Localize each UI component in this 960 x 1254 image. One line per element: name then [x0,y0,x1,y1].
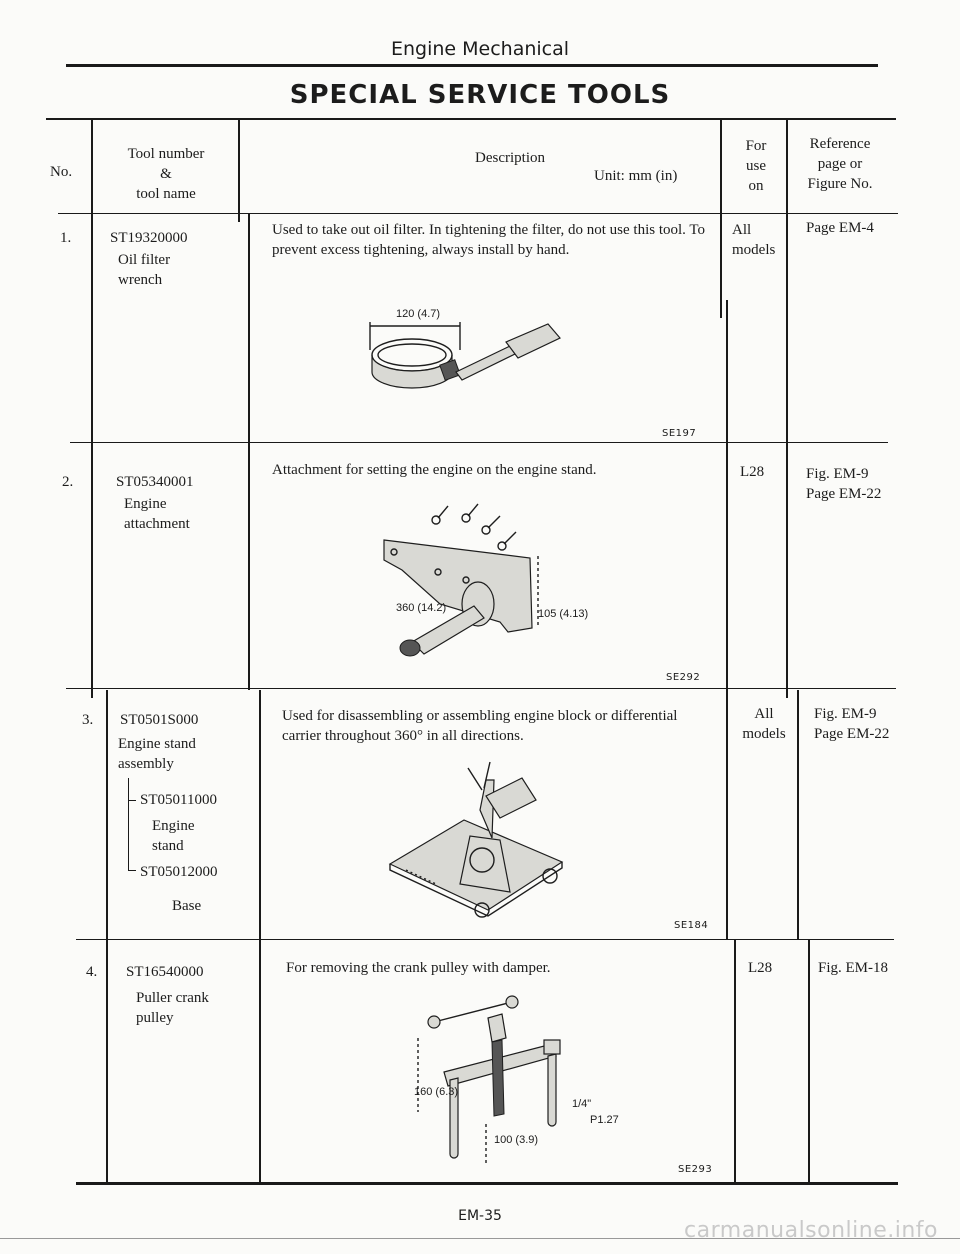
dimension-label: 1/4" [572,1098,592,1110]
tool-description: Used for disassembling or assembling engine block or differential carrier throughout 360° in all directions. [282,708,678,744]
figure-code: SE184 [674,920,709,931]
tool-description: Used to take out oil filter. In tightening the filter, do not use this tool. To prevent excess tightening, always install by hand. [272,222,706,258]
figure-code: SE292 [666,672,701,683]
sub-tool-number: ST05012000 [140,864,218,880]
for-use: All models [742,706,786,742]
col-header-no: No. [50,164,73,180]
col-header-unit: Unit: mm (in) [594,168,678,184]
reference: Fig. EM-18 [818,960,889,976]
for-use: L28 [748,960,773,976]
col-header-tool: Tool number & tool name [127,146,205,202]
page-number: EM-35 [458,1208,502,1224]
col-header-description: Description [475,150,545,166]
sub-tool-name: Engine stand [152,818,195,854]
sub-tool-name: Base [172,898,202,914]
tool-name: Engine attachment [124,496,190,532]
tool-description: For removing the crank pulley with damper. [286,960,551,976]
crank-pulley-puller-icon [404,994,604,1174]
dimension-label: 105 (4.13) [538,608,589,620]
engine-stand-icon [386,760,586,930]
row-no: 3. [82,712,94,728]
reference: Fig. EM-9 Page EM-22 [814,706,890,742]
row-no: 4. [86,964,98,980]
dimension-label: 160 (6.3) [414,1086,459,1098]
tool-name: Puller crank pulley [136,990,209,1026]
for-use: L28 [740,464,765,480]
reference: Fig. EM-9 Page EM-22 [806,466,882,502]
sub-tool-number: ST05011000 [140,792,217,808]
dimension-label: P1.27 [590,1114,619,1126]
dimension-label: 360 (14.2) [396,602,447,614]
section-header: Engine Mechanical [390,38,570,60]
col-header-reference: Reference page or Figure No. [807,136,873,192]
figure-code: SE197 [662,428,697,439]
header-rule [66,64,878,67]
tool-description: Attachment for setting the engine on the engine stand. [272,462,597,478]
tool-number: ST19320000 [110,230,188,246]
tool-number: ST16540000 [126,964,204,980]
col-header-for-use: For use on [745,138,767,194]
tool-name: Oil filter wrench [118,252,171,288]
reference: Page EM-4 [806,220,874,236]
tool-number: ST05340001 [116,474,194,490]
figure-code: SE293 [678,1164,713,1175]
for-use: All models [732,222,776,258]
page-title: SPECIAL SERVICE TOOLS [289,80,671,110]
dimension-label: 120 (4.7) [396,308,441,320]
tool-number: ST0501S000 [120,712,199,728]
watermark: carmanualsonline.info [684,1218,938,1243]
row-no: 2. [62,474,74,490]
engine-attachment-icon [380,500,580,670]
dimension-label: 100 (3.9) [494,1134,539,1146]
oil-filter-wrench-icon [360,300,570,410]
row-no: 1. [60,230,72,246]
tool-name: Engine stand assembly [118,736,196,772]
